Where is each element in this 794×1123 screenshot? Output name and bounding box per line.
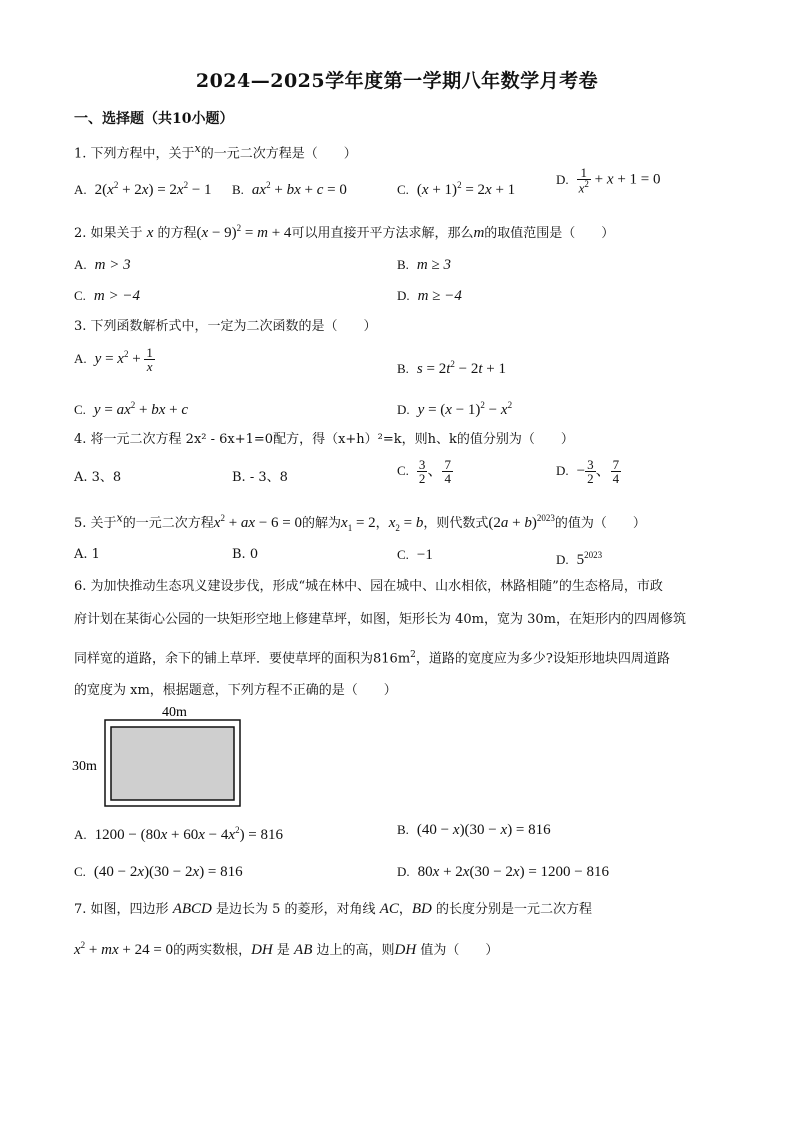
q1-option-c[interactable]: C. $(x + 1)^2 = 2x + 1$ — [397, 180, 516, 198]
q6-option-d[interactable]: D. 80x + 2x(30 − 2x) = 1200 − 816 — [397, 864, 610, 880]
q6-option-a[interactable]: A. $1200 - (80x + 60x - 4x^2) = 816$ — [74, 825, 284, 843]
lawn-rectangle — [111, 727, 234, 800]
q5-option-c[interactable]: C. −1 — [397, 547, 433, 563]
section-heading: 一、选择题（共10小题） — [74, 111, 234, 127]
q4-option-d[interactable]: D. − $\frac{3}{2}$ 、 $\frac{7}{4}$ — [556, 457, 620, 486]
q6-line-2: 府计划在某街心公园的一块矩形空地上修建草坪，如图，矩形长为 40m，宽为 30m，在矩形内的四周修筑 — [74, 612, 687, 627]
q6-line-1: 6. 为加快推动生态巩义建设步伐，形成“城在林中、园在城中、山水相依，林路相随”的生态格局，市政 — [74, 579, 663, 594]
q6-option-c[interactable]: C. (40 − 2x)(30 − 2x) = 816 — [74, 864, 243, 880]
q3-stem: 3. 下列函数解析式中，一定为二次函数的是（ ） — [74, 319, 377, 334]
q5-stem: 5. 关于$^x$的一元二次方程$x^2$ + ax − 6 = 0的解为$x_1 = 2$，$x_2 = b$，则代数式$(2a + b)^{2023}$的值为（ ） — [74, 511, 646, 533]
q1-stem: 1. 下列方程中，关于$^x$的一元二次方程是（ ） — [74, 142, 357, 162]
q6-figure — [70, 700, 250, 810]
q3-option-c[interactable]: C. $y = ax^2$ + bx + c — [74, 400, 189, 418]
q6-option-b[interactable]: B. (40 − x)(30 − x) = 816 — [397, 822, 551, 838]
q2-option-c[interactable]: C. m > −4 — [74, 288, 140, 304]
q7-line-2: $x^2$ + mx + 24 = 0的两实数根，DH 是 AB 边上的高，则DH 值为（ ） — [74, 940, 499, 958]
q2-stem: 2. 如果关于 x 的方程$(x - 9)^2 = m + 4$可以用直接开平方法求解，那么m的取值范围是（ ） — [74, 223, 615, 241]
q2-option-a[interactable]: A. m > 3 — [74, 257, 131, 273]
q1-option-a[interactable]: A. $2(x^2 + 2x) = 2x^2 - 1$ — [74, 180, 212, 198]
q2-option-b[interactable]: B. m ≥ 3 — [397, 257, 451, 273]
q4-option-c[interactable]: C. $\frac{3}{2}$ 、 $\frac{7}{4}$ — [397, 457, 451, 486]
q5-option-a[interactable]: A. 1 — [74, 547, 100, 562]
q7-line-1: 7. 如图，四边形 ABCD 是边长为 5 的菱形，对角线 AC，BD 的长度分别是一元二次方程 — [74, 901, 593, 917]
height-label: 30m — [72, 759, 97, 774]
q1-option-b[interactable]: B. $ax^2$ + bx + c = 0 — [232, 180, 347, 198]
q4-option-a[interactable]: A. 3、8 — [74, 470, 122, 485]
q6-line-3: 同样宽的道路，余下的铺上草坪．要使草坪的面积为$816m^2$，道路的宽度应为多少?设矩形地块四周道路 — [74, 650, 670, 667]
width-label: 40m — [162, 705, 187, 720]
q3-option-b[interactable]: B. $s = 2t^2 - 2t + 1$ — [397, 359, 507, 377]
exam-title: 2024—2025学年度第一学期八年数学月考卷 — [195, 70, 599, 92]
q6-line-4: 的宽度为 xm，根据题意，下列方程不正确的是（ ） — [74, 683, 397, 698]
q4-option-b[interactable]: B. - 3、8 — [232, 470, 288, 485]
q4-stem: 4. 将一元二次方程 2x² - 6x+1=0配方，得（x+h）²=k，则h、k的值分别为（ ） — [74, 432, 574, 447]
q5-option-d[interactable]: D. $5^{2023}$ — [556, 550, 603, 568]
q3-option-a[interactable]: A. $y = x^2$ + $\frac{1}{x}$ — [74, 345, 153, 375]
q2-option-d[interactable]: D. m ≥ −4 — [397, 288, 462, 304]
q1-option-d[interactable]: D. $\frac{1}{x^2}$ + x + 1 = 0 — [556, 165, 661, 196]
q5-option-b[interactable]: B. 0 — [232, 547, 259, 562]
q3-option-d[interactable]: D. $y = (x - 1)^2 - x^2$ — [397, 400, 513, 418]
